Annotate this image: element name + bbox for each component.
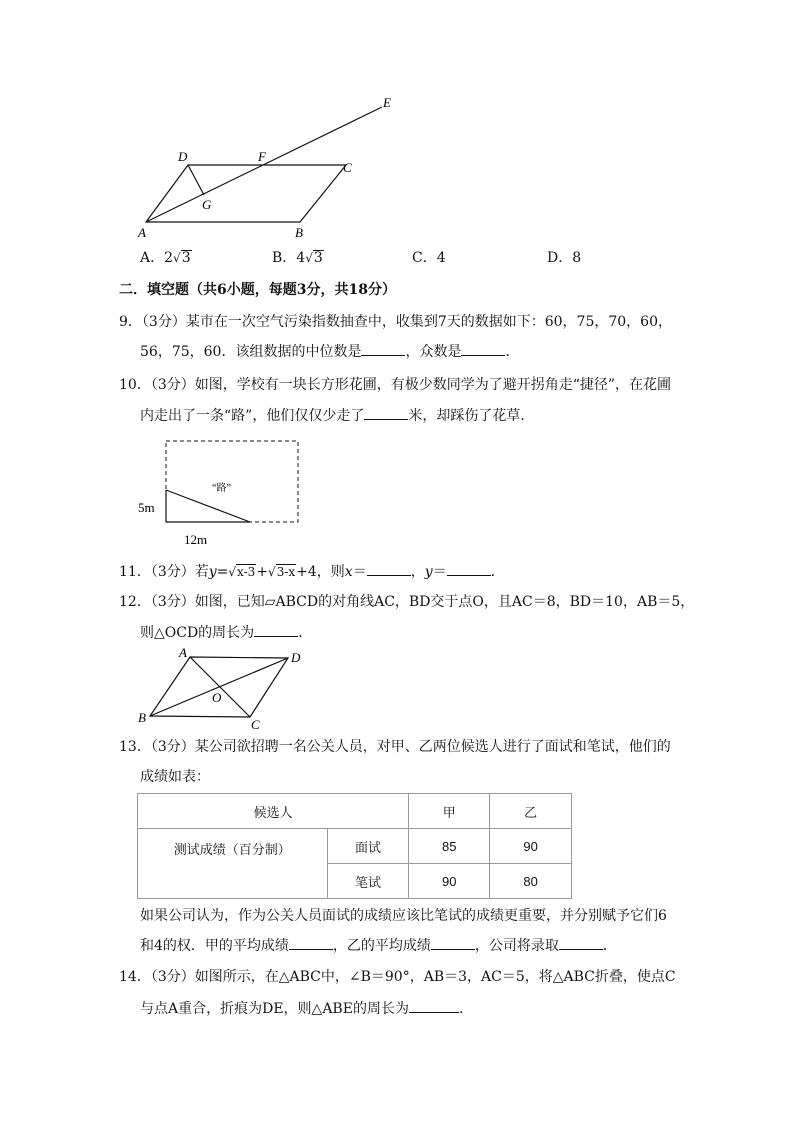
diagonal-bd: [150, 658, 288, 716]
label-d: D: [291, 650, 301, 665]
answer-blank: [461, 341, 505, 356]
answer-blank: [364, 405, 408, 420]
q13-line4: 和4的权．甲的平均成绩 ，乙的平均成绩 ，公司将录取 ．: [140, 935, 617, 956]
q8-option-d: D．8: [547, 250, 582, 266]
label-o: O: [212, 690, 222, 705]
label-f: F: [258, 149, 266, 164]
q8-figure: [130, 95, 410, 245]
cell-interview-jia: 85: [409, 829, 490, 864]
bottom-label: 12m: [184, 532, 208, 547]
label-b: B: [138, 710, 146, 725]
label-g: G: [202, 197, 212, 212]
label-d: D: [178, 149, 188, 164]
answer-blank: [431, 935, 475, 950]
answer-blank: [289, 935, 333, 950]
answer-blank: [367, 561, 411, 576]
shortcut-path: [166, 490, 250, 522]
q14-line1: 14．（3分）如图所示，在△ABC中，∠B＝90°，AB＝3，AC＝5，将△ABC折叠，使点C: [119, 969, 676, 985]
q12-figure: [130, 645, 320, 735]
table-row: [138, 829, 572, 864]
answer-blank: [447, 561, 491, 576]
q10-line2: 内走出了一条“路”，他们仅仅少走了 米，却踩伤了花草．: [140, 405, 534, 426]
label-a: A: [179, 645, 187, 660]
cell-written-jia: 90: [409, 864, 490, 899]
cell-interview: 面试: [327, 829, 409, 864]
answer-blank: [361, 341, 405, 356]
score-table: [137, 793, 572, 899]
q13-line2: 成绩如表：: [140, 769, 210, 785]
answer-blank: [409, 998, 459, 1013]
q13-line3: 如果公司认为，作为公关人员面试的成绩应该比笔试的成绩更重要，并分别赋予它们6: [140, 908, 667, 924]
label-e: E: [383, 95, 391, 110]
cell-written: 笔试: [327, 864, 409, 899]
line-dg: [188, 165, 204, 195]
garden-rect: [166, 441, 298, 522]
label-a: A: [138, 225, 146, 240]
q9-line2: 56，75，60．该组数据的中位数是 ，众数是 ．: [140, 341, 519, 362]
q8-option-a: A．2√3: [140, 250, 191, 266]
answer-blank: [559, 935, 603, 950]
q8-option-c: C．4: [412, 250, 446, 266]
header-candidate: 候选人: [138, 794, 409, 829]
q11-line: 11．（3分）若y=√x-3+√3-x+4，则x＝ ，y＝ ．: [119, 561, 505, 582]
q10-figure: [130, 435, 310, 550]
answer-blank: [254, 622, 298, 637]
q12-line2: 则△OCD的周长为 ．: [140, 622, 312, 643]
header-jia: 甲: [409, 794, 490, 829]
label-b: B: [295, 225, 303, 240]
row-label: 测试成绩（百分制）: [138, 829, 328, 899]
q8-option-b: B．4√3: [272, 250, 323, 266]
section-title: 二．填空题（共6小题，每题3分，共18分）: [119, 282, 396, 298]
road-label: “路”: [212, 483, 231, 494]
q14-line2: 与点A重合，折痕为DE，则△ABE的周长为 ．: [140, 998, 473, 1019]
q13-line1: 13．（3分）某公司欲招聘一名公关人员，对甲、乙两位候选人进行了面试和笔试，他们的: [119, 739, 671, 755]
table-row: [138, 794, 572, 829]
side-label: 5m: [138, 500, 155, 515]
q12-line1: 12．（3分）如图，已知▱ABCD的对角线AC，BD交于点O，且AC＝8，BD＝10，AB＝5，: [119, 594, 695, 610]
q10-line1: 10．（3分）如图，学校有一块长方形花圃，有极少数同学为了避开拐角走“捷径”，在花圃: [119, 377, 672, 393]
q9-line1: 9．（3分）某市在一次空气污染指数抽查中，收集到7天的数据如下：60，75，70，60，: [119, 314, 672, 330]
header-yi: 乙: [490, 794, 572, 829]
label-c: C: [343, 160, 352, 175]
cell-written-yi: 80: [490, 864, 572, 899]
label-c: C: [251, 717, 260, 732]
cell-interview-yi: 90: [490, 829, 572, 864]
